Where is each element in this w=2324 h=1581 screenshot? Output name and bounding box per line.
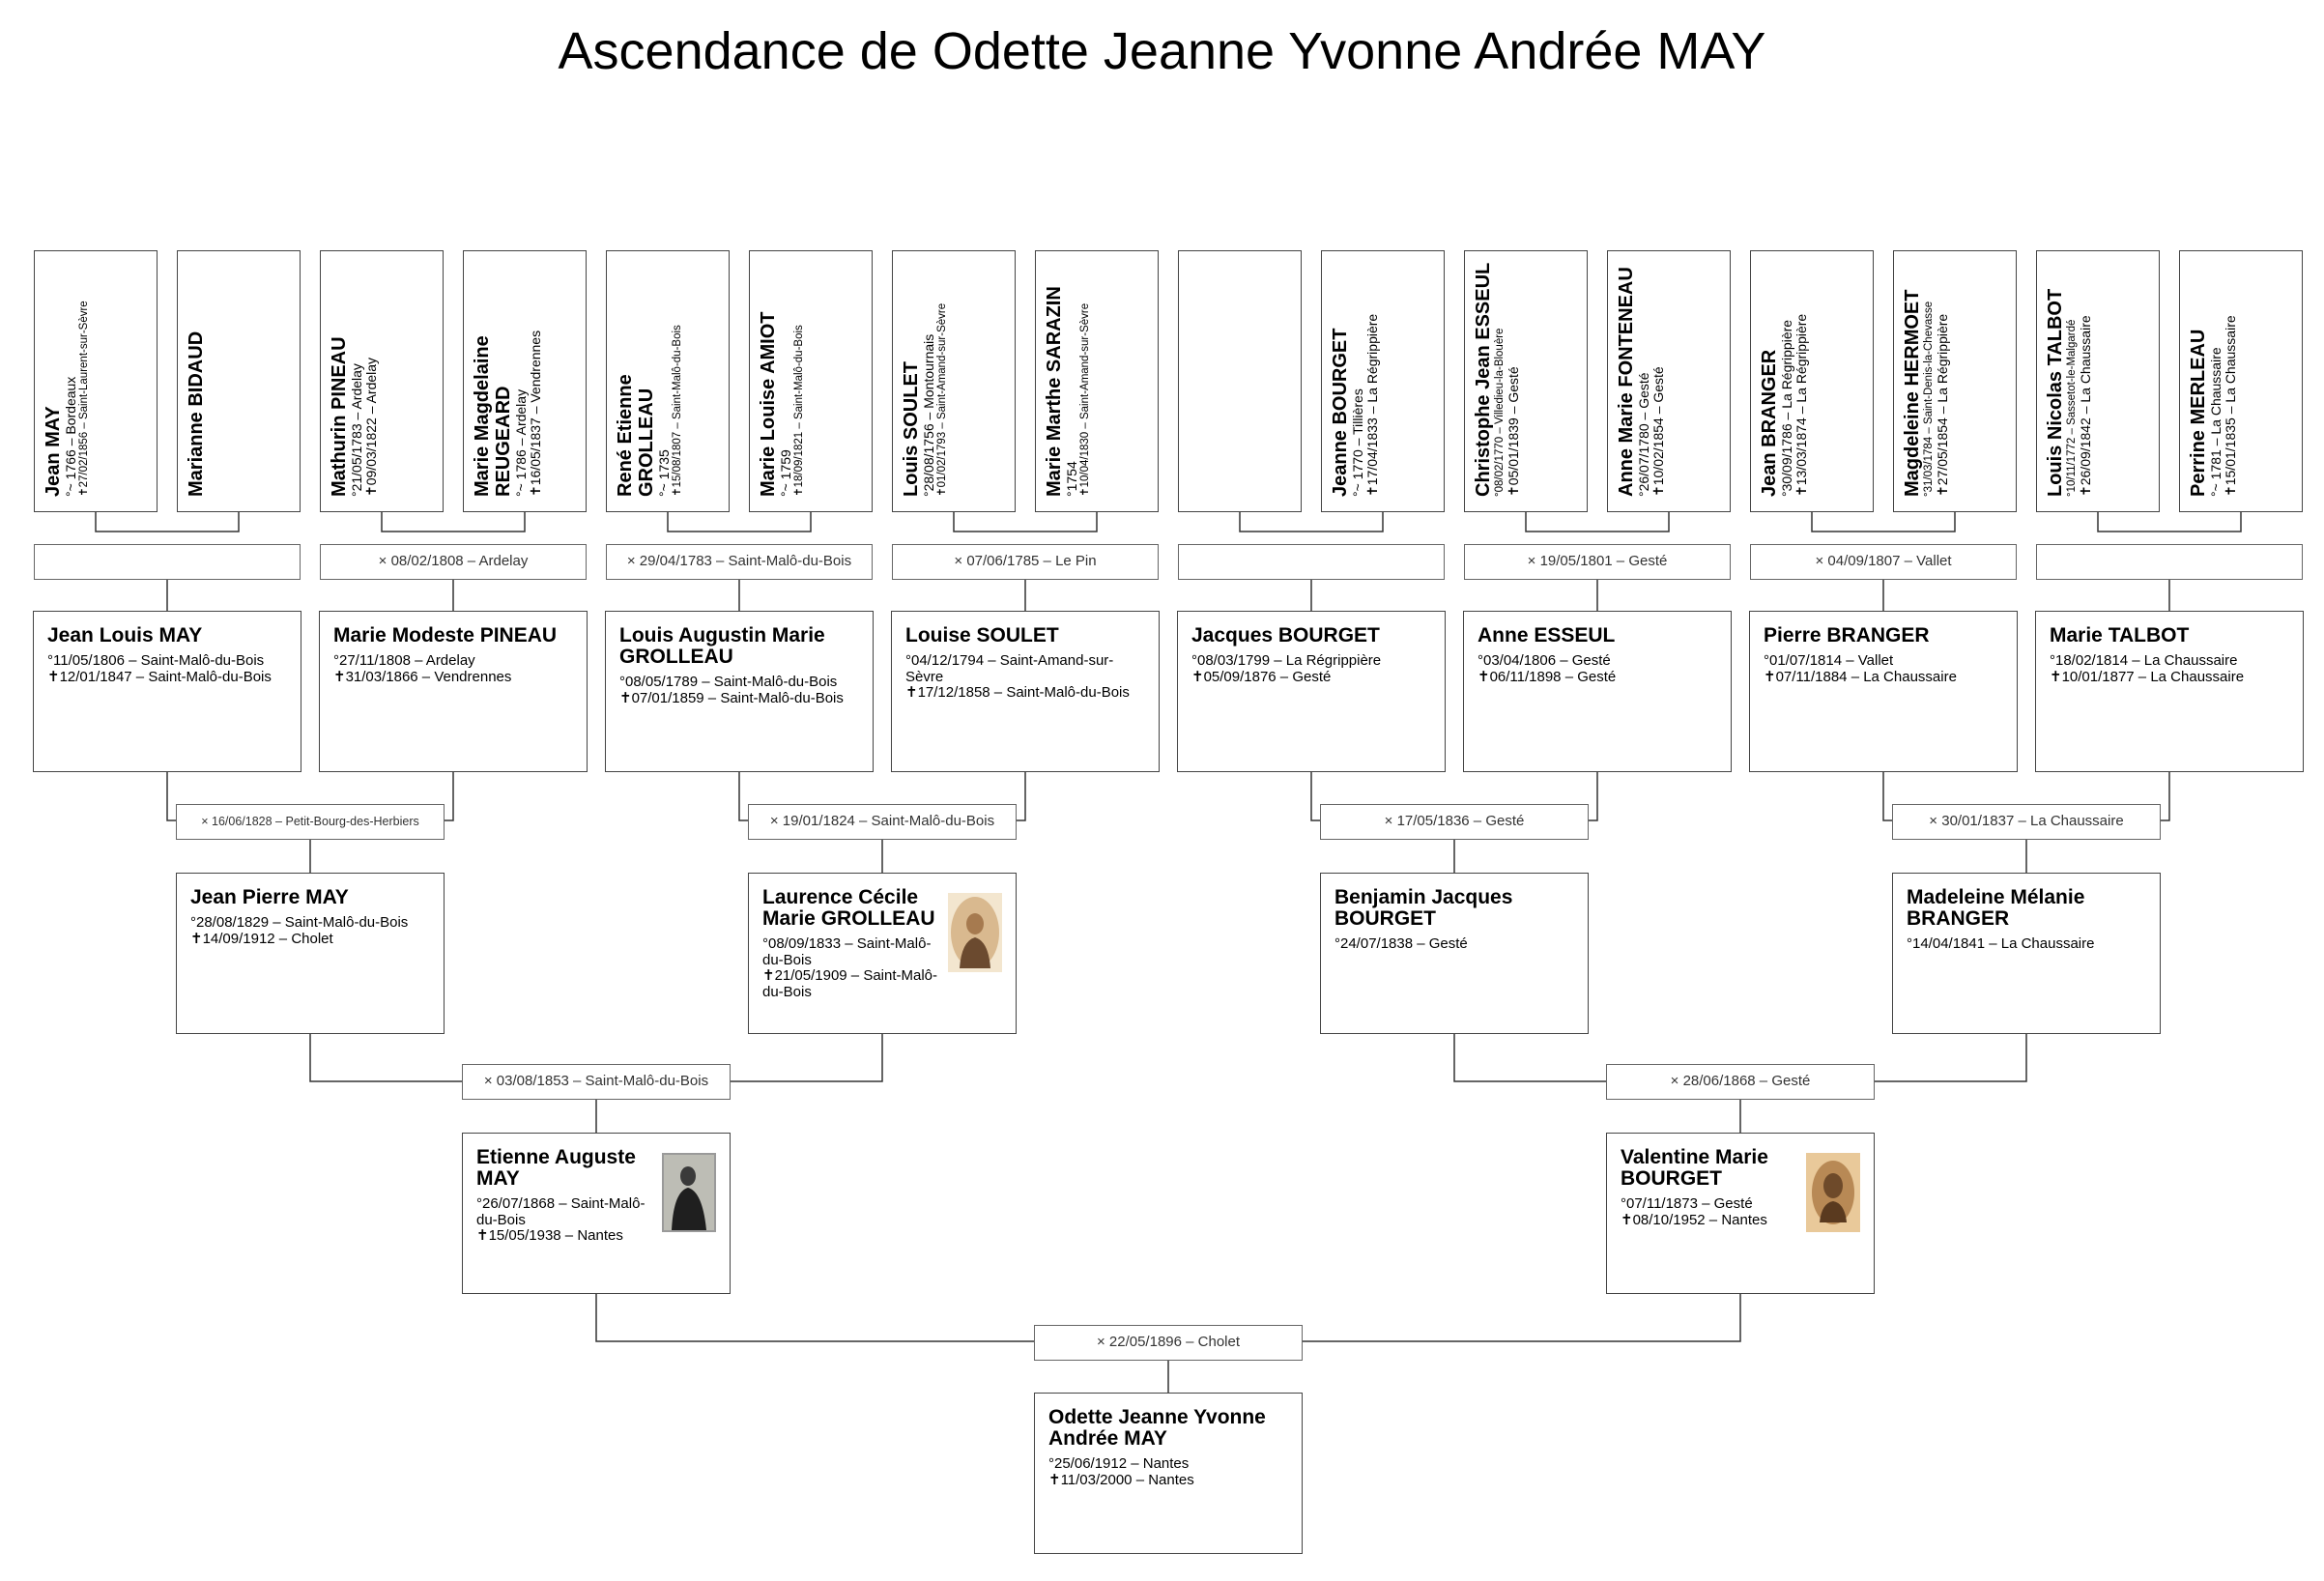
person-jean-pierre-may[interactable] — [176, 873, 445, 1034]
marriage-box[interactable]: × 07/06/1785 – Le Pin — [892, 544, 1159, 580]
person-name: Benjamin Jacques BOURGET — [1334, 886, 1513, 931]
person-name: Marianne BIDAUD — [186, 331, 207, 497]
person-name: Marie Magdelaine REUGEARD — [472, 335, 514, 497]
birth-info: °07/11/1873 – Gesté — [1621, 1195, 1753, 1213]
person-name: Louis Augustin Marie GROLLEAU — [619, 624, 825, 669]
birth-info: °01/07/1814 – Vallet — [1764, 652, 1894, 670]
marriage-box[interactable]: × 29/04/1783 – Saint-Malô-du-Bois — [606, 544, 873, 580]
person-jean-branger[interactable] — [1750, 250, 1874, 512]
person-name: Jean BRANGER — [1759, 349, 1780, 497]
person-rene-etienne-grolleau[interactable] — [606, 250, 730, 512]
person-jean-louis-may[interactable] — [33, 611, 301, 772]
death-info: ✝27/05/1854 – La Régrippière — [1934, 313, 1950, 497]
death-info: ✝10/02/1854 – Gesté — [1650, 366, 1667, 497]
birth-info: °08/09/1833 – Saint-Malô-du-Bois — [762, 935, 932, 968]
death-info: ✝16/05/1837 – Vendrennes — [528, 330, 544, 497]
person-name: Jacques BOURGET — [1191, 624, 1380, 647]
person-christophe-jean-esseul[interactable] — [1464, 250, 1588, 512]
person-name: Jean MAY — [43, 406, 64, 497]
birth-info: °03/04/1806 – Gesté — [1478, 652, 1611, 670]
death-info: ✝17/12/1858 – Saint-Malô-du-Bois — [905, 684, 1130, 702]
person-louise-soulet[interactable] — [891, 611, 1160, 772]
birth-info: °18/02/1814 – La Chaussaire — [2050, 652, 2238, 670]
person-louis-soulet[interactable] — [892, 250, 1016, 512]
person-name: Pierre BRANGER — [1764, 624, 1930, 647]
person-marie-magdelaine-reugeard[interactable] — [463, 250, 587, 512]
birth-info: °31/03/1784 – Saint-Denis-la-Chevasse — [1923, 301, 1935, 497]
person-name: Marie Louise AMIOT — [758, 311, 779, 497]
marriage-box[interactable]: × 19/01/1824 – Saint-Malô-du-Bois — [748, 804, 1017, 840]
person-marie-talbot[interactable] — [2035, 611, 2304, 772]
birth-info: °~ 1735 — [656, 449, 672, 497]
marriage-box[interactable] — [34, 544, 301, 580]
person-name: Perrine MERLEAU — [2188, 329, 2209, 497]
birth-info: °21/05/1783 – Ardelay — [349, 363, 364, 497]
birth-info: °24/07/1838 – Gesté — [1334, 935, 1468, 953]
birth-info: °25/06/1912 – Nantes — [1048, 1455, 1190, 1473]
person-magdeleine-hermoet[interactable] — [1893, 250, 2017, 512]
person-perrine-merleau[interactable] — [2179, 250, 2303, 512]
person-jeanne-bourget[interactable] — [1321, 250, 1445, 512]
marriage-box[interactable]: × 19/05/1801 – Gesté — [1464, 544, 1731, 580]
death-info: ✝18/09/1821 – Saint-Malô-du-Bois — [793, 325, 806, 497]
person-name: Jean Pierre MAY — [190, 886, 349, 908]
death-info: ✝01/02/1793 – Saint-Amand-sur-Sèvre — [936, 302, 949, 497]
death-info: ✝07/11/1884 – La Chaussaire — [1764, 668, 1957, 685]
birth-info: °~ 1766 – Bordeaux — [63, 376, 78, 497]
person-valentine-marie-bourget[interactable] — [1606, 1133, 1875, 1294]
death-info: ✝09/03/1822 – Ardelay — [363, 357, 380, 497]
person-marianne-bidaud[interactable] — [177, 250, 301, 512]
birth-info: °1754 — [1064, 461, 1079, 497]
marriage-box[interactable] — [2036, 544, 2303, 580]
death-info: ✝27/02/1856 – Saint-Laurent-sur-Sèvre — [78, 301, 91, 497]
person-name: Anne Marie FONTENEAU — [1616, 267, 1637, 497]
portrait-photo-icon[interactable] — [1806, 1153, 1860, 1232]
death-info: ✝14/09/1912 – Cholet — [190, 930, 333, 947]
birth-info: °04/12/1794 – Saint-Amand-sur-Sèvre — [905, 652, 1114, 685]
chart-title: Ascendance de Odette Jeanne Yvonne Andrée MAY — [558, 22, 1766, 80]
marriage-box[interactable] — [1178, 544, 1445, 580]
portrait-photo-icon[interactable] — [948, 893, 1002, 972]
person-name: Magdeleine HERMOET — [1902, 289, 1923, 497]
death-info: ✝21/05/1909 – Saint-Malô-du-Bois — [762, 967, 938, 1000]
person-name: Jeanne BOURGET — [1330, 328, 1351, 497]
marriage-box[interactable]: × 17/05/1836 – Gesté — [1320, 804, 1589, 840]
person-name: Etienne Auguste MAY — [476, 1146, 636, 1191]
marriage-box[interactable]: × 04/09/1807 – Vallet — [1750, 544, 2017, 580]
birth-info: °28/08/1756 – Montournais — [921, 333, 936, 497]
death-info: ✝12/01/1847 – Saint-Malô-du-Bois — [47, 668, 272, 685]
portrait-photo-icon[interactable] — [662, 1153, 716, 1232]
person-jean-may[interactable] — [34, 250, 158, 512]
person-name: Mathurin PINEAU — [329, 336, 350, 497]
person-name: Louise SOULET — [905, 624, 1059, 647]
person-name: Odette Jeanne Yvonne Andrée MAY — [1048, 1406, 1266, 1451]
person-jacques-bourget[interactable] — [1177, 611, 1446, 772]
person-name: Louis Nicolas TALBOT — [2045, 288, 2066, 497]
person-marie-louise-amiot[interactable] — [749, 250, 873, 512]
birth-info: °~ 1759 — [778, 449, 793, 497]
death-info: ✝11/03/2000 – Nantes — [1048, 1471, 1194, 1488]
death-info: ✝10/04/1830 – Saint-Amand-sur-Sèvre — [1079, 302, 1092, 497]
death-info: ✝13/03/1874 – La Régrippière — [1793, 313, 1810, 497]
person-unknown[interactable] — [1178, 250, 1302, 512]
birth-info: °30/09/1786 – La Régrippière — [1779, 319, 1794, 497]
person-odette-jeanne-yvonne-andree-may[interactable] — [1034, 1393, 1303, 1554]
birth-info: °~ 1770 – Tillières — [1350, 388, 1365, 497]
birth-info: °08/03/1799 – La Régrippière — [1191, 652, 1382, 670]
marriage-box[interactable]: × 16/06/1828 – Petit-Bourg-des-Herbiers — [176, 804, 445, 840]
death-info: ✝26/09/1842 – La Chaussaire — [2077, 315, 2093, 497]
death-info: ✝08/10/1952 – Nantes — [1621, 1211, 1767, 1228]
death-info: ✝06/11/1898 – Gesté — [1478, 668, 1617, 685]
person-name: Madeleine Mélanie BRANGER — [1907, 886, 2085, 931]
person-name: Marie Marthe SARAZIN — [1044, 286, 1065, 497]
person-etienne-auguste-may[interactable] — [462, 1133, 731, 1294]
birth-info: °~ 1781 – La Chaussaire — [2208, 347, 2224, 497]
birth-info: °10/11/1772 – Sassetot-le-Malgardé — [2066, 319, 2078, 497]
marriage-box[interactable]: × 28/06/1868 – Gesté — [1606, 1064, 1875, 1100]
birth-info: °08/02/1770 – Villedieu-la-Blouère — [1494, 328, 1506, 497]
person-laurence-cecile-marie-grolleau[interactable] — [748, 873, 1017, 1034]
death-info: ✝31/03/1866 – Vendrennes — [333, 668, 512, 685]
death-info: ✝15/01/1835 – La Chaussaire — [2223, 315, 2239, 497]
person-louis-nicolas-talbot[interactable] — [2036, 250, 2160, 512]
person-name: Valentine Marie BOURGET — [1621, 1146, 1768, 1191]
birth-info: °27/11/1808 – Ardelay — [333, 652, 475, 670]
death-info: ✝15/08/1807 – Saint-Malô-du-Bois — [672, 325, 684, 497]
birth-info: °26/07/1868 – Saint-Malô-du-Bois — [476, 1195, 646, 1228]
death-info: ✝17/04/1833 – La Régrippière — [1364, 313, 1381, 497]
birth-info: °~ 1786 – Ardelay — [513, 388, 529, 497]
birth-info: °14/04/1841 – La Chaussaire — [1907, 935, 2095, 953]
person-marie-modeste-pineau[interactable] — [319, 611, 588, 772]
person-benjamin-jacques-bourget[interactable] — [1320, 873, 1589, 1034]
person-name: Laurence Cécile Marie GROLLEAU — [762, 886, 935, 931]
person-name: Christophe Jean ESSEUL — [1473, 262, 1494, 497]
birth-info: °08/05/1789 – Saint-Malô-du-Bois — [619, 674, 838, 691]
person-name: Anne ESSEUL — [1478, 624, 1616, 647]
person-mathurin-pineau[interactable] — [320, 250, 444, 512]
person-anne-marie-fonteneau[interactable] — [1607, 250, 1731, 512]
person-name: Marie Modeste PINEAU — [333, 624, 558, 647]
birth-info: °11/05/1806 – Saint-Malô-du-Bois — [47, 652, 265, 670]
death-info: ✝10/01/1877 – La Chaussaire — [2050, 668, 2245, 685]
death-info: ✝05/09/1876 – Gesté — [1191, 668, 1332, 685]
person-louis-augustin-marie-grolleau[interactable] — [605, 611, 874, 772]
marriage-box[interactable]: × 22/05/1896 – Cholet — [1034, 1325, 1303, 1361]
person-name: Louis SOULET — [901, 361, 922, 497]
birth-info: °26/07/1780 – Gesté — [1636, 372, 1651, 497]
person-name: René Etienne GROLLEAU — [615, 374, 657, 497]
person-anne-esseul[interactable] — [1463, 611, 1732, 772]
person-madeleine-melanie-branger[interactable] — [1892, 873, 2161, 1034]
person-name: Marie TALBOT — [2050, 624, 2190, 647]
birth-info: °28/08/1829 – Saint-Malô-du-Bois — [190, 914, 409, 932]
death-info: ✝05/01/1839 – Gesté — [1505, 366, 1521, 497]
marriage-box[interactable]: × 30/01/1837 – La Chaussaire — [1892, 804, 2161, 840]
death-info: ✝07/01/1859 – Saint-Malô-du-Bois — [619, 689, 844, 706]
marriage-box[interactable]: × 08/02/1808 – Ardelay — [320, 544, 587, 580]
person-name: Jean Louis MAY — [47, 624, 203, 647]
marriage-box[interactable]: × 03/08/1853 – Saint-Malô-du-Bois — [462, 1064, 731, 1100]
person-marie-marthe-sarazin[interactable] — [1035, 250, 1159, 512]
death-info: ✝15/05/1938 – Nantes — [476, 1227, 623, 1245]
person-pierre-branger[interactable] — [1749, 611, 2018, 772]
